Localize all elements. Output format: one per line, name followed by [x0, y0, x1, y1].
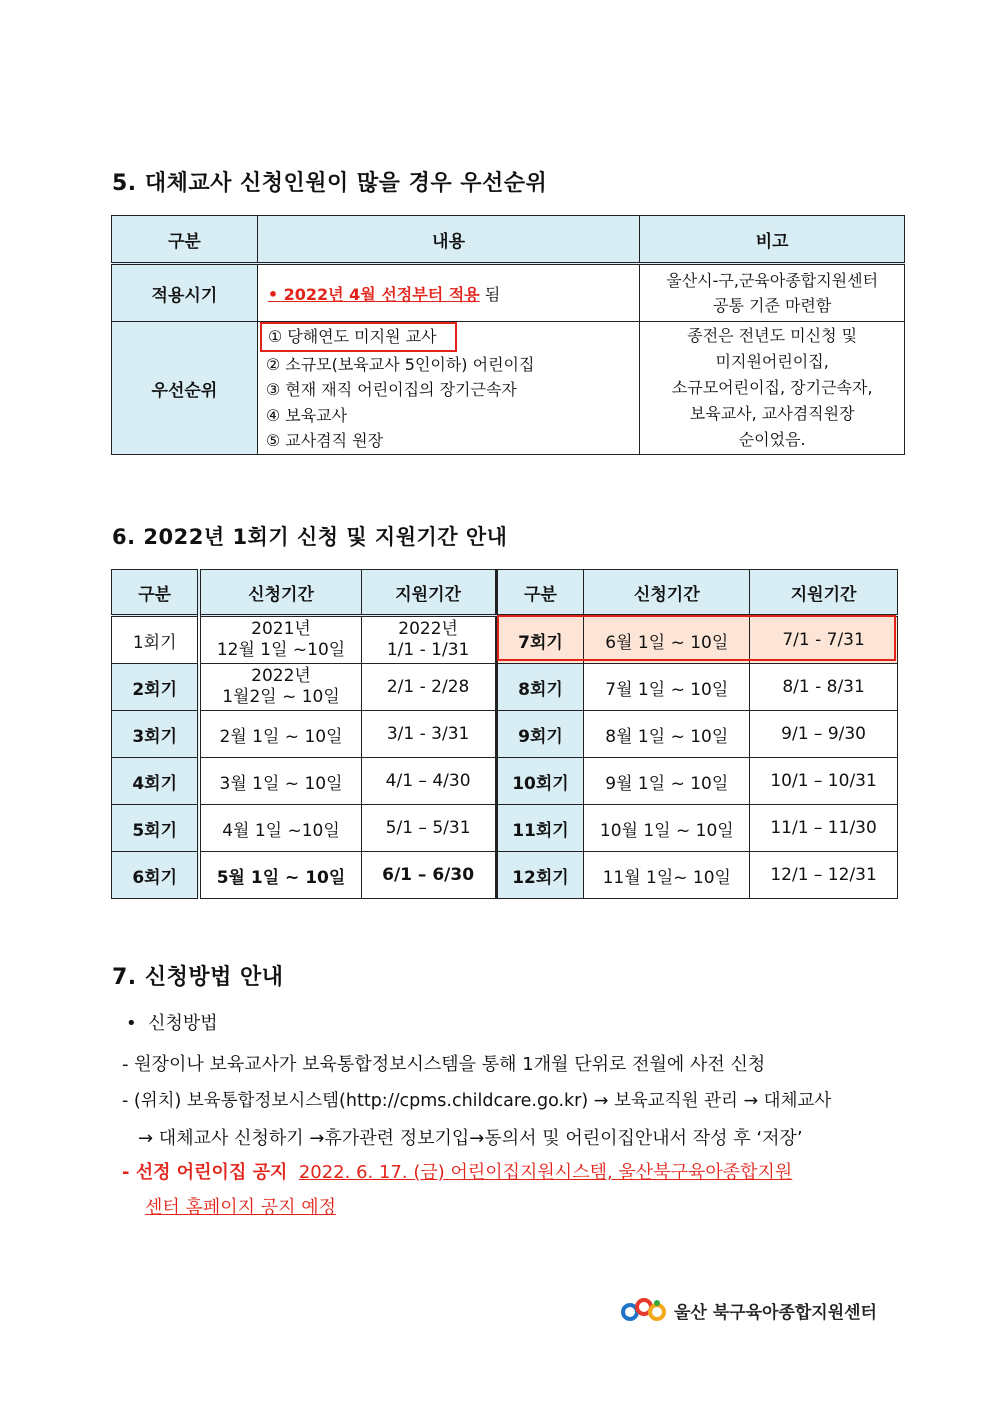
round-10-apply: 9월 1일 ~ 10일: [584, 758, 750, 805]
round-6-apply: 5월 1일 ~ 10일: [199, 852, 361, 899]
round-4-label: 4회기: [112, 758, 200, 805]
method-line-2: - (위치) 보육통합정보시스템(http://cpms.childcare.go.kr) → 보육교직원 관리 → 대체교사: [122, 1091, 832, 1111]
round-5-label: 5회기: [112, 805, 200, 852]
round-1-support: 2022년 1/1 - 1/31: [361, 616, 496, 664]
method-bullet: • 신청방법: [126, 1013, 218, 1034]
schedule-header-category-right: 구분: [496, 570, 584, 616]
round-3-apply: 2월 1일 ~ 10일: [199, 711, 361, 758]
round-10-support: 10/1 – 10/31: [750, 758, 898, 805]
apply-time-content: • 2022년 4월 선정부터 적용 됨: [257, 264, 640, 322]
schedule-header-apply-right: 신청기간: [584, 570, 750, 616]
round-4-support: 4/1 – 4/30: [361, 758, 496, 805]
round-9-apply: 8월 1일 ~ 10일: [584, 711, 750, 758]
section5-heading: 5. 대체교사 신청인원이 많을 경우 우선순위: [112, 171, 548, 196]
method-line-5: 센터 홈페이지 공지 예정: [145, 1197, 337, 1218]
round-1-apply: 2021년 12월 1일 ~10일: [199, 616, 361, 664]
row-label-apply-time: 적용시기: [112, 264, 258, 322]
round-9-label: 9회기: [496, 711, 584, 758]
round-5-support: 5/1 – 5/31: [361, 805, 496, 852]
priority-item-4: ④ 보육교사: [265, 405, 348, 425]
round-2-apply: 2022년 1월2일 ~ 10일: [199, 664, 361, 711]
round-8-label: 8회기: [496, 664, 584, 711]
round-1-label: 1회기: [112, 616, 200, 664]
round-11-label: 11회기: [496, 805, 584, 852]
header-content: 내용: [257, 216, 640, 264]
round-3-label: 3회기: [112, 711, 200, 758]
priority-list: [257, 322, 640, 455]
row-label-priority: 우선순위: [112, 322, 258, 455]
priority-item-2: ② 소규모(보육교사 5인이하) 어린이집: [265, 354, 535, 374]
round-12-support: 12/1 – 12/31: [750, 852, 898, 899]
round-8-support: 8/1 - 8/31: [750, 664, 898, 711]
round-6-support: 6/1 – 6/30: [361, 852, 496, 899]
section7-heading: 7. 신청방법 안내: [112, 965, 284, 990]
footer-logo: [620, 1295, 877, 1325]
section6-heading: 6. 2022년 1회기 신청 및 지원기간 안내: [112, 525, 508, 549]
schedule-header-category-left: 구분: [112, 570, 200, 616]
round-11-support: 11/1 – 11/30: [750, 805, 898, 852]
priority-table: [111, 215, 905, 455]
round-3-support: 3/1 - 3/31: [361, 711, 496, 758]
schedule-header-support-right: 지원기간: [750, 570, 898, 616]
footer-logo-text: 울산 북구육아종합지원센터: [674, 1302, 877, 1323]
method-line-3: → 대체교사 신청하기 →휴가관련 정보기입→동의서 및 어린이집안내서 작성 후 ‘저장’: [138, 1128, 803, 1149]
round-5-apply: 4월 1일 ~10일: [199, 805, 361, 852]
round-2-support: 2/1 - 2/28: [361, 664, 496, 711]
priority-note: 종전은 전년도 미신청 및 미지원어린이집, 소규모어린이집, 장기근속자, 보육교사, 교사겸직원장 순이었음.: [640, 322, 905, 455]
header-category: 구분: [112, 216, 258, 264]
apply-time-note: 울산시-구,군육아종합지원센터 공통 기준 마련함: [640, 264, 905, 322]
round-12-label: 12회기: [496, 852, 584, 899]
round-9-support: 9/1 – 9/30: [750, 711, 898, 758]
round-12-apply: 11월 1일~ 10일: [584, 852, 750, 899]
round-7-label: 7회기: [496, 616, 584, 664]
method-line-4: - 선정 어린이집 공지 2022. 6. 17. (금) 어린이집지원시스템, 울산북구육아종합지원: [122, 1162, 793, 1183]
round-11-apply: 10월 1일 ~ 10일: [584, 805, 750, 852]
schedule-header-support-left: 지원기간: [361, 570, 496, 616]
round-4-apply: 3월 1일 ~ 10일: [199, 758, 361, 805]
round-7-apply: 6월 1일 ~ 10일: [584, 616, 750, 664]
round-6-label: 6회기: [112, 852, 200, 899]
method-line-1: - 원장이나 보육교사가 보육통합정보시스템을 통해 1개월 단위로 전월에 사전 신청: [122, 1054, 766, 1075]
center-logo-icon: [620, 1295, 668, 1325]
round-10-label: 10회기: [496, 758, 584, 805]
bullet-icon: •: [126, 1013, 137, 1034]
schedule-table: [111, 569, 898, 899]
priority-item-3: ③ 현재 재직 어린이집의 장기근속자: [265, 380, 517, 400]
round-2-label: 2회기: [112, 664, 200, 711]
priority-item-1-highlight: ① 당해연도 미지원 교사: [260, 322, 457, 352]
schedule-header-apply-left: 신청기간: [199, 570, 361, 616]
header-note: 비고: [640, 216, 905, 264]
round-8-apply: 7월 1일 ~ 10일: [584, 664, 750, 711]
priority-item-5: ⑤ 교사겸직 원장: [265, 431, 384, 451]
round-7-support: 7/1 - 7/31: [750, 616, 898, 664]
